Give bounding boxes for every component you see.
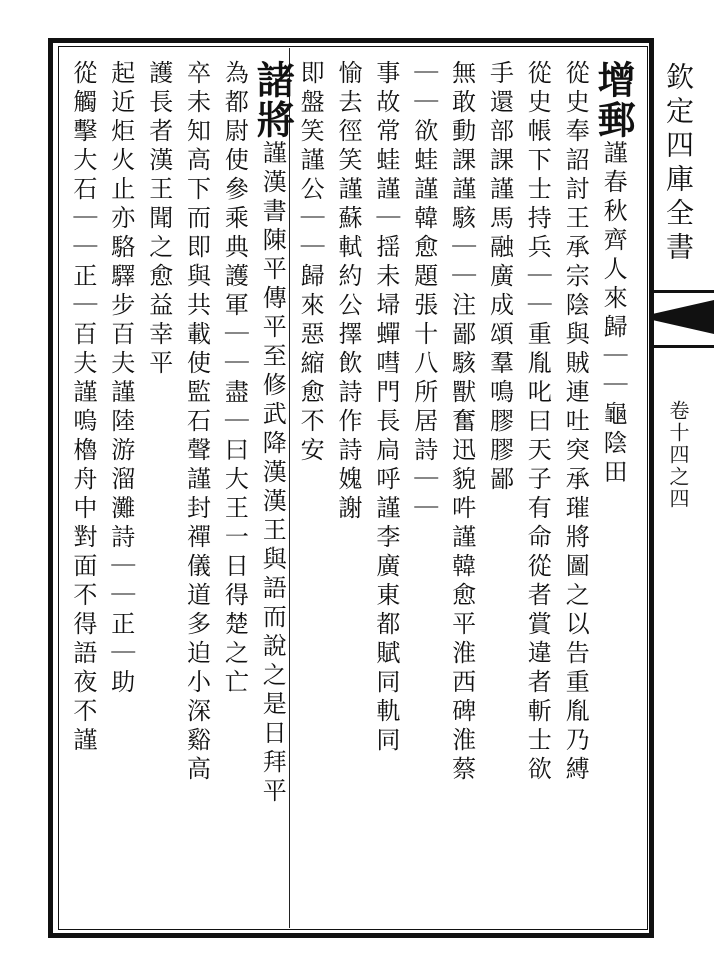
text-column [290,60,330,920]
column-text: 無敢動課謹駭｜｜注鄙駭獸奮迅貌吽謹韓愈平淮西碑淮蔡 [447,60,476,785]
margin-rule-bottom [654,345,714,348]
text-column [63,60,103,920]
text-column [480,60,520,920]
column-text: 即盤笑謹公｜｜歸來惡縮愈不安 [296,60,325,466]
text-column [442,60,482,920]
column-text: 事故常蛙謹｜揺未埽蟬嘒門長扃呼謹李廣東都賦同軌同 [371,60,400,756]
text-column [517,60,557,920]
fold-mark [654,300,714,334]
column-heading: 諸將 [250,60,296,140]
column-text: 起近炬火止亦駱驛步百夫謹陸游溜灘詩｜｜正｜助 [106,60,135,698]
text-column [328,60,368,920]
text-column [366,60,406,920]
text-column [139,60,179,920]
column-text: 卒未知高下而即與共載使監石聲謹封禪儀道多迫小深谿高 [182,60,211,785]
column-text: 護長者漢王聞之愈益幸平 [144,60,173,379]
column-text: 謹春秋齊人來歸｜｜龜陰田 [599,140,628,488]
column-text: ｜｜欲蛙謹韓愈題張十八所居詩｜｜ [409,60,438,524]
text-column [555,60,595,920]
margin-rule-top [654,290,714,293]
column-text: 從觸擊大石｜｜正｜百夫謹嗚櫓舟中對面不得語夜不謹 [68,60,97,756]
column-text: 謹漢書陳平傳平至修武降漢漢王與語而說之是日拜平 [258,140,287,807]
column-text: 從史奉詔討王承宗陰與賊連吐突承璀將圖之以告重胤乃縛 [561,60,590,785]
text-column [250,60,296,920]
text-column [404,60,444,920]
text-column [177,60,217,920]
column-text: 手還部課謹馬融廣成頌羣鳴膠膠鄙 [485,60,514,495]
text-column [101,60,141,920]
margin-book-title: 欽定四庫全書 [662,62,695,266]
text-column [591,60,637,920]
margin-volume-label: 卷十四之四 [666,400,690,510]
column-heading: 增郵 [591,60,637,140]
column-text: 從史帳下士持兵｜｜重胤叱曰天子有命從者賞違者斬士欲 [523,60,552,785]
text-column [214,60,254,920]
column-text: 愉去徑笑謹蘇軾約公擇飲詩作詩媿謝 [334,60,362,524]
column-text: 為都尉使參乘典護軍｜｜盡｜曰大王一日得楚之亡 [220,60,249,698]
